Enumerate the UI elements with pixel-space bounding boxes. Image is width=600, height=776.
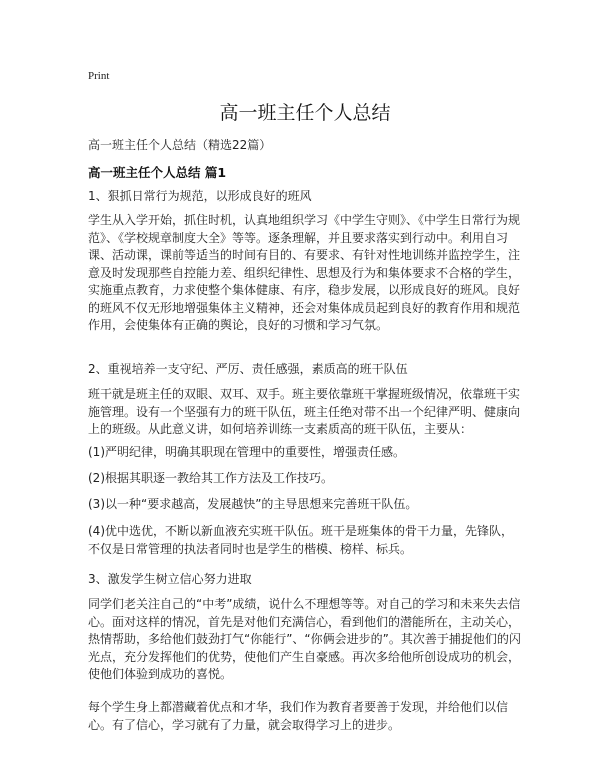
print-link[interactable]: Print xyxy=(88,70,110,82)
section-heading: 高一班主任个人总结 篇1 xyxy=(88,165,227,180)
point-heading-1: 1、狠抓日常行为规范，以形成良好的班风 xyxy=(88,189,312,203)
paragraph-1: 学生从入学开始，抓住时机，认真地组织学习《中学生守则》、《中学生日常行为规范》、《学校规章制度大全》等等。逐条理解，并且要求落实到行动中。利用自习课、活动课，课前等适当的时间有目的、有要求、有针对性地训练并监控学生，注意及时发现那些自控能力差、组织纪律性、思想及行为和集体要求不合格的学生，实施重点教育，力求使整个集体健康、有序，稳步发展，以形成良好的班风。良好的班风不仅无形地增强集体主义精神，还会对集体成员起到良好的教育作用和规范作用，会使集体有正确的舆论，良好的习惯和学习气氛。 xyxy=(88,213,521,332)
list-item-1: (1)严明纪律，明确其职现在管理中的重要性，增强责任感。 xyxy=(88,445,406,459)
list-item-2: (2)根据其职逐一教给其工作方法及工作技巧。 xyxy=(88,471,333,485)
page-title: 高一班主任个人总结 xyxy=(219,102,391,124)
point-heading-3: 3、激发学生树立信心努力进取 xyxy=(88,572,252,586)
point-heading-2: 2、重视培养一支守纪、严厉、责任感强，素质高的班干队伍 xyxy=(88,362,408,376)
paragraph-3: 同学们老关注自己的“中考”成绩，说什么不理想等等。对自己的学习和未来失去信心。面对这样的情况，首先是对他们充满信心，看到他们的潜能所在，主动关心，热情帮助，多给他们鼓劲打气“你能行”、“你俩会进步的”。其次善于捕捉他们的闪光点，充分发挥他们的优势，使他们产生自豪感。再次多给他所创设成功的机会，使他们体验到成功的喜悦。 xyxy=(88,597,521,681)
list-item-4: (4)优中选优，不断以新血液充实班干队伍。班干是班集体的骨干力量，先锋队，不仅是日常管理的执法者同时也是学生的楷模、榜样、标兵。 xyxy=(88,524,514,556)
paragraph-4: 每个学生身上都潜藏着优点和才华，我们作为教育者要善于发现，并给他们以信心。有了信心，学习就有了力量，就会取得学习上的进步。 xyxy=(88,700,509,732)
paragraph-2: 班干就是班主任的双眼、双耳、双手。班主要依靠班干掌握班级情况，依靠班干实施管理。设有一个坚强有力的班干队伍，班主任绝对带不出一个纪律严明、健康向上的班级。从此意义讲，如何培养训练一支素质高的班干队伍，主要从： xyxy=(88,387,521,436)
document-subtitle: 高一班主任个人总结（精选22篇） xyxy=(88,138,272,152)
list-item-3: (3)以一种“要求越高，发展越快”的主导思想来完善班干队伍。 xyxy=(88,497,418,511)
